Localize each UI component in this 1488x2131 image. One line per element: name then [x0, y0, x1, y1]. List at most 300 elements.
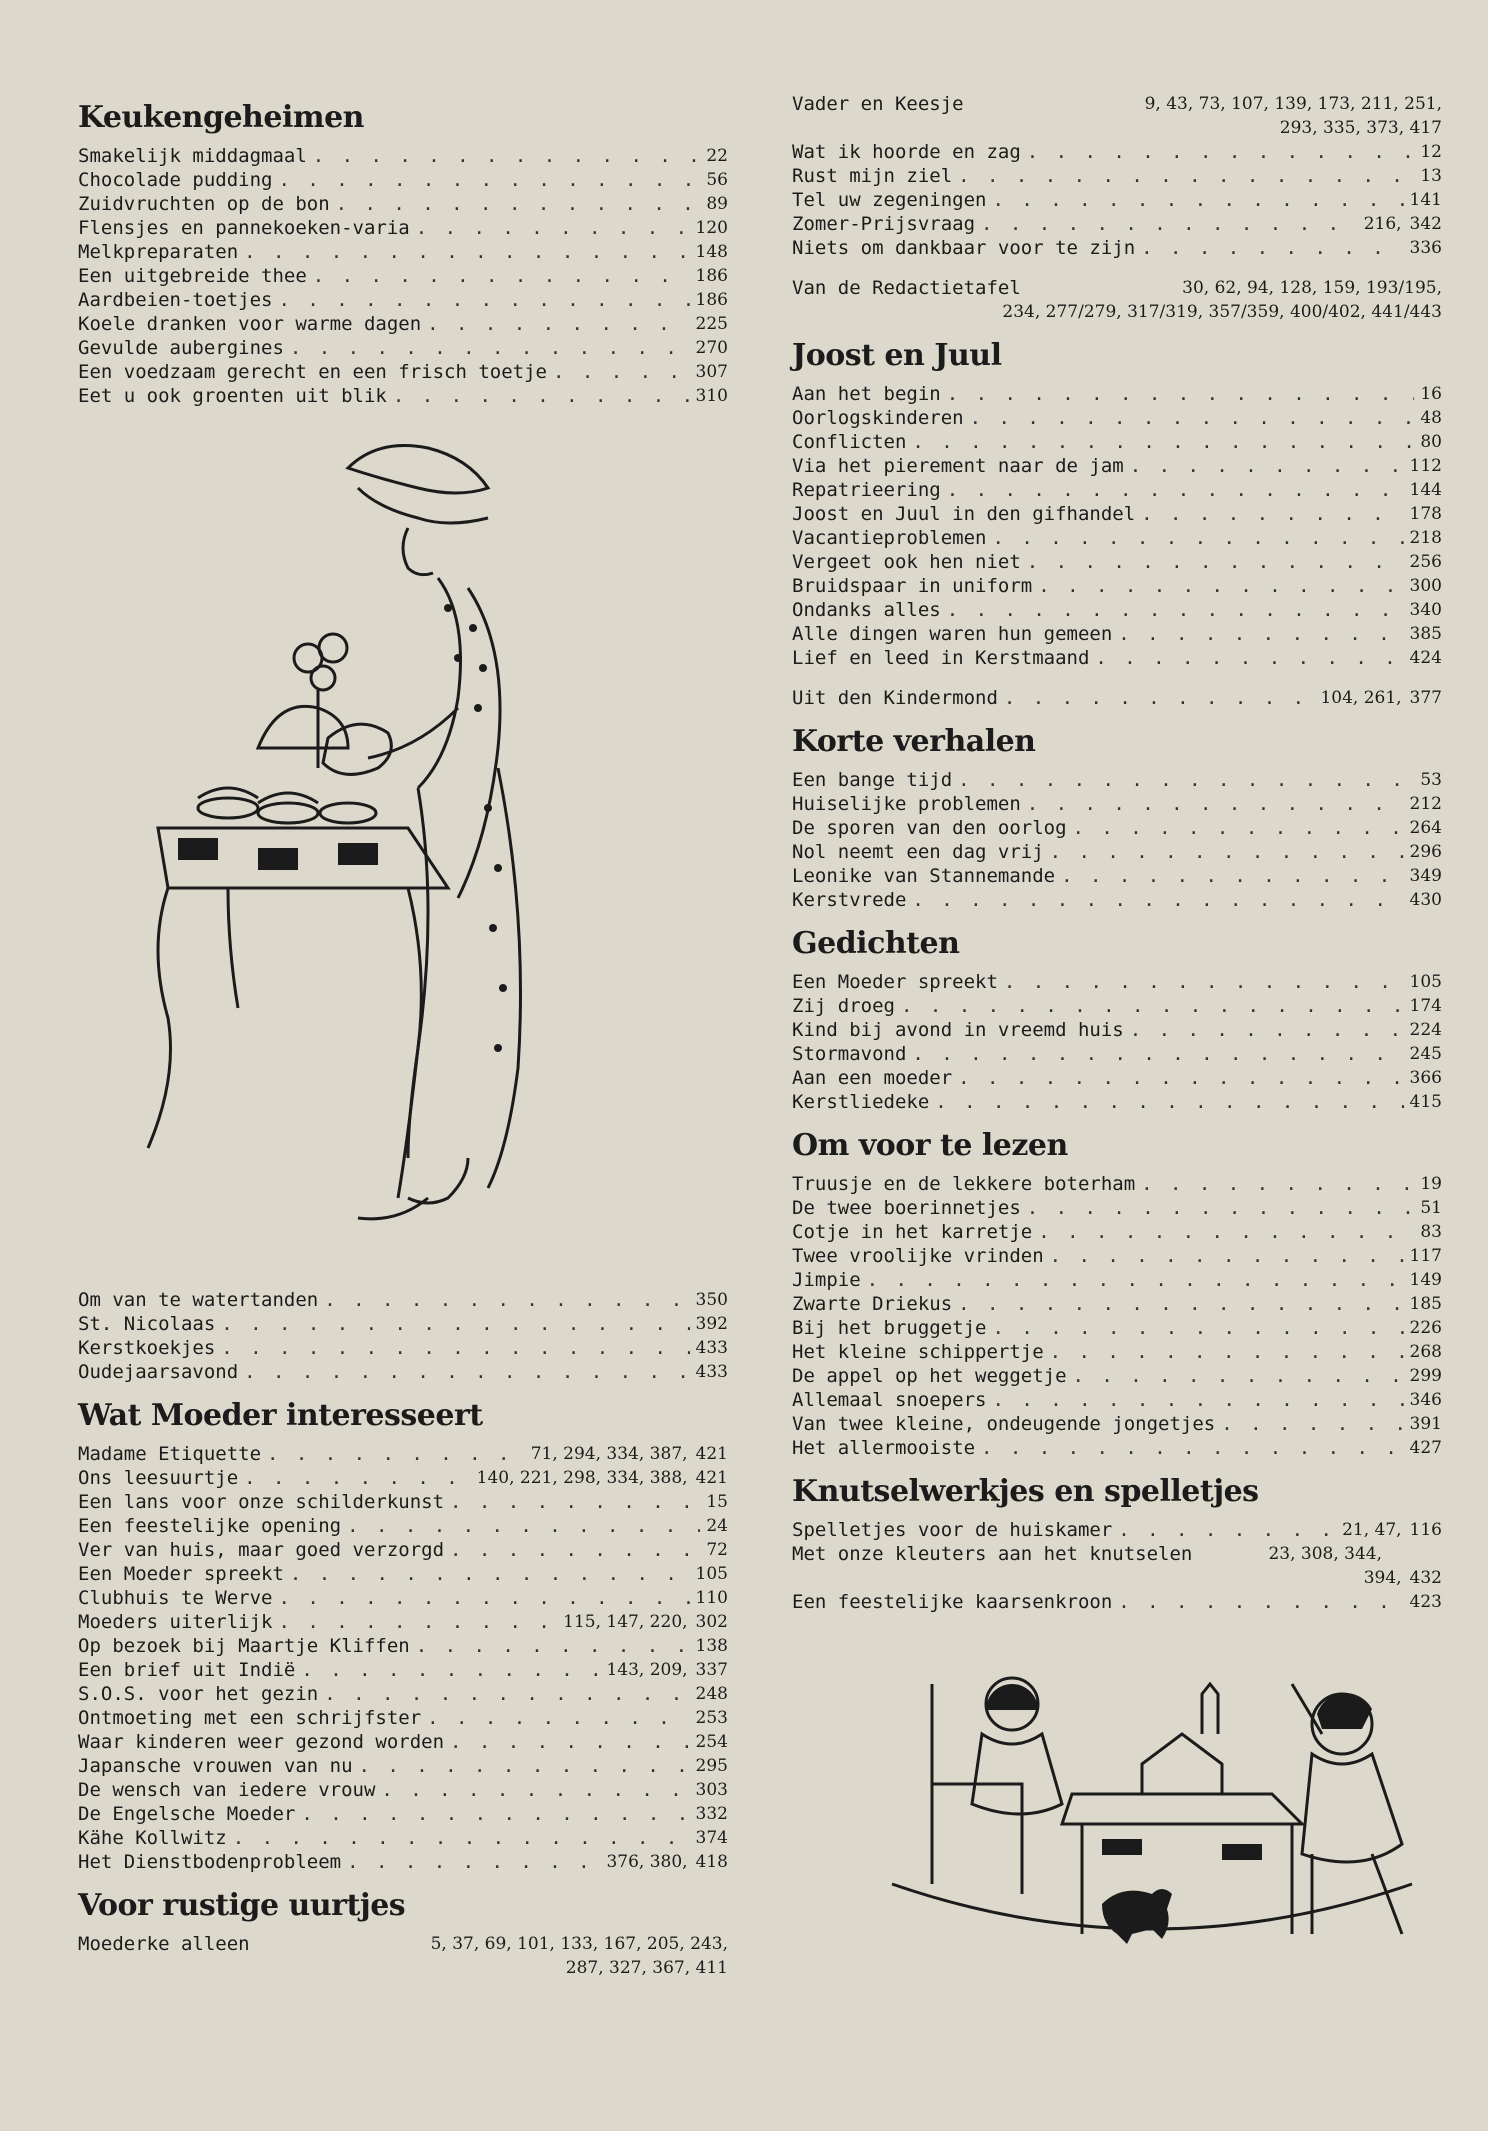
- entry-op-bezoek-bij-maartje-kliffen: [78, 1634, 728, 1658]
- entry-pages: 366: [1409, 1068, 1442, 1088]
- entry-title: Ondanks alles: [792, 599, 941, 621]
- entry-pages: 268: [1409, 1342, 1442, 1362]
- entry-title: Kähe Kollwitz: [78, 1827, 227, 1849]
- entry-title: Jimpie: [792, 1269, 861, 1291]
- leader-dots: [1221, 1412, 1403, 1436]
- entry-title: Koele dranken voor warme dagen: [78, 313, 422, 335]
- entry-title: Kerstkoekjes: [78, 1337, 216, 1359]
- entry-ontmoeting-met-een-schrijfster: [78, 1706, 728, 1730]
- leader-dots: [958, 1066, 1403, 1090]
- leader-dots: [301, 1802, 689, 1826]
- entry-repatrieering: [792, 478, 1442, 502]
- entry-via-het-pierement-naar-de-jam: [792, 454, 1442, 478]
- list-gedichten: [792, 970, 1442, 1114]
- leader-dots: [233, 1826, 690, 1850]
- list-misc: [792, 140, 1442, 260]
- entry-spelletjes-voor-de-huiskamer: [792, 1518, 1442, 1542]
- entry-pages: 374: [695, 1828, 728, 1848]
- entry-title: Vergeet ook hen niet: [792, 551, 1021, 573]
- spacer: [792, 260, 1442, 276]
- entry-clubhuis-te-werve: [78, 1586, 728, 1610]
- entry-de-engelsche-moeder: [78, 1802, 728, 1826]
- leader-dots: [1061, 864, 1403, 888]
- entry-last-page: 377: [1409, 688, 1442, 708]
- entry-title: Truusje en de lekkere boterham: [792, 1173, 1136, 1195]
- entry-pages: 71, 294, 334, 387,: [530, 1444, 688, 1464]
- entry-tel-uw-zegeningen: [792, 188, 1442, 212]
- leader-dots: [244, 1360, 689, 1384]
- leader-dots: [1027, 140, 1415, 164]
- entry-title: Conflicten: [792, 431, 907, 453]
- entry-title: Een Moeder spreekt: [78, 1563, 284, 1585]
- entry-een-moeder-spreekt: [792, 970, 1442, 994]
- leader-dots: [381, 1778, 689, 1802]
- entry-title: S.O.S. voor het gezin: [78, 1683, 319, 1705]
- tea-table-illustration: [78, 408, 728, 1288]
- leader-dots: [1130, 1018, 1404, 1042]
- entry-pages: 56: [706, 170, 728, 190]
- entry-pages: 295: [695, 1756, 728, 1776]
- entry-title: Cotje in het karretje: [792, 1221, 1033, 1243]
- entry-pages: 115, 147, 220,: [563, 1612, 688, 1632]
- entry-kind-bij-avond-in-vreemd-huis: [792, 1018, 1442, 1042]
- leader-dots: [1118, 622, 1403, 646]
- leader-dots: [1004, 970, 1404, 994]
- entry-title: Zij droeg: [792, 995, 895, 1017]
- leader-dots: [947, 478, 1404, 502]
- entry-joost-en-juul-in-den-gifhandel: [792, 502, 1442, 526]
- entry-title: Alle dingen waren hun gemeen: [792, 623, 1113, 645]
- entry-met-onze-kleuters: [792, 1542, 1442, 1566]
- children-playing-illustration: [872, 1644, 1432, 1964]
- entry-pages: 427: [1409, 1438, 1442, 1458]
- leader-dots: [867, 1268, 1404, 1292]
- leader-dots: [1027, 550, 1404, 574]
- leader-dots: [912, 888, 1403, 912]
- entry-van-de-redactietafel: [792, 276, 1442, 300]
- entry-waar-kinderen-weer-gezond-worden: [78, 1730, 728, 1754]
- entry-title: Tel uw zegeningen: [792, 189, 987, 211]
- entry-pages: 307: [695, 362, 728, 382]
- leader-dots: [359, 1754, 690, 1778]
- entry-pages: 89: [706, 194, 728, 214]
- entry-gevulde-aubergines: [78, 336, 728, 360]
- entry-pages: 110: [695, 1588, 728, 1608]
- entry-title: Een Moeder spreekt: [792, 971, 998, 993]
- entry-title: Oudejaarsavond: [78, 1361, 239, 1383]
- entry-title: Aardbeien-toetjes: [78, 289, 273, 311]
- leader-dots: [290, 336, 690, 360]
- leader-dots: [1095, 646, 1403, 670]
- entry-stormavond: [792, 1042, 1442, 1066]
- entry-pages: 385: [1409, 624, 1442, 644]
- entry-de-appel-op-het-weggetje: [792, 1364, 1442, 1388]
- entry-pages: 216,: [1363, 214, 1402, 234]
- entry-pages: 12: [1420, 142, 1442, 162]
- entry-moeders-uiterlijk: [78, 1610, 728, 1634]
- entry-pages: 48: [1420, 408, 1442, 428]
- section-heading-om-voor-te-lezen: Om voor te lezen: [792, 1128, 1068, 1163]
- entry-title: Moeders uiterlijk: [78, 1611, 273, 1633]
- entry-aan-het-begin: [792, 382, 1442, 406]
- entry-title: Vader en Keesje: [792, 93, 964, 115]
- entry-pages: 186: [695, 290, 728, 310]
- leader-dots: [278, 168, 700, 192]
- leader-dots: [221, 1336, 689, 1360]
- entry-last-page: 418: [695, 1852, 728, 1872]
- entry-title: Kerstliedeke: [792, 1091, 930, 1113]
- entry-pages: 23, 308, 344,: [1268, 1544, 1382, 1564]
- entry-pages: 349: [1409, 866, 1442, 886]
- entry-title: Kind bij avond in vreemd huis: [792, 1019, 1124, 1041]
- entry-ver-van-huis-maar-goed-verzorgd: [78, 1538, 728, 1562]
- entry-wat-ik-hoorde-en-zag: [792, 140, 1442, 164]
- entry-pages: 218: [1409, 528, 1442, 548]
- entry-aan-een-moeder: [792, 1066, 1442, 1090]
- leader-dots: [324, 1682, 689, 1706]
- entry-last-page: 342: [1409, 214, 1442, 234]
- list-joost-en-juul: [792, 382, 1442, 670]
- entry-pages: 256: [1409, 552, 1442, 572]
- leader-dots: [1118, 1590, 1403, 1614]
- entry-het-kleine-schippertje: [792, 1340, 1442, 1364]
- list-wat-moeder-interesseert: [78, 1442, 728, 1874]
- entry-pages: 174: [1409, 996, 1442, 1016]
- entry-moederke-alleen: [78, 1932, 728, 1956]
- leader-dots: [347, 1850, 600, 1874]
- entry-pages: 104, 261,: [1320, 688, 1402, 708]
- entry-st-nicolaas: [78, 1312, 728, 1336]
- leader-dots: [1004, 686, 1315, 710]
- leader-dots: [313, 144, 701, 168]
- entry-vader-en-keesje: [792, 92, 1442, 116]
- leader-dots: [278, 288, 689, 312]
- entry-pages: 83: [1420, 1222, 1442, 1242]
- section-heading-joost-en-juul: Joost en Juul: [792, 338, 1002, 373]
- spacer: [792, 670, 1442, 686]
- section-heading-korte-verhalen: Korte verhalen: [792, 724, 1036, 759]
- entry-title: Spelletjes voor de huiskamer: [792, 1519, 1113, 1541]
- leader-dots: [393, 384, 690, 408]
- entry-pages-continued: 394,: [1363, 1568, 1402, 1588]
- entry-title: Eet u ook groenten uit blik: [78, 385, 387, 407]
- entry-title: De appel op het weggetje: [792, 1365, 1067, 1387]
- entry-melkpreparaten: [78, 240, 728, 264]
- leader-dots: [1027, 792, 1404, 816]
- entry-title: Een bange tijd: [792, 769, 953, 791]
- leader-dots: [947, 382, 1415, 406]
- entry-zuidvruchten-op-de-bon: [78, 192, 728, 216]
- entry-pages: 254: [695, 1732, 728, 1752]
- entry-huiselijke-problemen: [792, 792, 1442, 816]
- leader-dots: [450, 1730, 690, 1754]
- entry-pages: 225: [695, 314, 728, 334]
- entry-de-wensch-van-iedere-vrouw: [78, 1778, 728, 1802]
- entry-title: Allemaal snoepers: [792, 1389, 987, 1411]
- entry-kerstliedeke: [792, 1090, 1442, 1114]
- leader-dots: [970, 406, 1415, 430]
- entry-truusje-en-de-lekkere-boterham: [792, 1172, 1442, 1196]
- entry-title: Om van te watertanden: [78, 1289, 319, 1311]
- entry-flensjes-en-pannekoeken-varia: [78, 216, 728, 240]
- leader-dots: [1141, 1172, 1414, 1196]
- entry-title: Repatrieering: [792, 479, 941, 501]
- entry-pages: 430: [1409, 890, 1442, 910]
- entry-pages: 376, 380,: [606, 1852, 688, 1872]
- entry-title: Wat ik hoorde en zag: [792, 141, 1021, 163]
- entry-rust-mijn-ziel: [792, 164, 1442, 188]
- entry-s-o-s-voor-het-gezin: [78, 1682, 728, 1706]
- entry-title: Zwarte Driekus: [792, 1293, 953, 1315]
- entry-title: Nol neemt een dag vrij: [792, 841, 1044, 863]
- entry-pages: 186: [695, 266, 728, 286]
- entry-pages: 303: [695, 1780, 728, 1800]
- entry-title: Bruidspaar in uniform: [792, 575, 1033, 597]
- entry-title: Leonike van Stannemande: [792, 865, 1056, 887]
- entry-title: Melkpreparaten: [78, 241, 239, 263]
- entry-pages: 433: [695, 1362, 728, 1382]
- entry-pages: 392: [695, 1314, 728, 1334]
- entry-pages: 424: [1409, 648, 1442, 668]
- entry-jimpie: [792, 1268, 1442, 1292]
- entry-pages: 13: [1420, 166, 1442, 186]
- entry-title: Kerstvrede: [792, 889, 907, 911]
- entry-pages: 310: [695, 386, 728, 406]
- entry-pages: 143, 209,: [606, 1660, 688, 1680]
- entry-title: Waar kinderen weer gezond worden: [78, 1731, 445, 1753]
- entry-title: Gevulde aubergines: [78, 337, 284, 359]
- entry-het-dienstbodenprobleem: [78, 1850, 728, 1874]
- entry-pages: 144: [1409, 480, 1442, 500]
- leader-dots: [992, 1388, 1403, 1412]
- entry-pages: 72: [706, 1540, 728, 1560]
- entry-pages: 105: [695, 1564, 728, 1584]
- entry-conflicten: [792, 430, 1442, 454]
- entry-title: Clubhuis te Werve: [78, 1587, 273, 1609]
- leader-dots: [981, 212, 1358, 236]
- leader-dots: [992, 1316, 1403, 1340]
- entry-title: Een lans voor onze schilderkunst: [78, 1491, 445, 1513]
- leader-dots: [912, 430, 1414, 454]
- entry-pages: 264: [1409, 818, 1442, 838]
- entry-pages: 346: [1409, 1390, 1442, 1410]
- entry-pages: 185: [1409, 1294, 1442, 1314]
- entry-een-uitgebreide-thee: [78, 264, 728, 288]
- leader-dots: [1073, 816, 1404, 840]
- entry-title: Op bezoek bij Maartje Kliffen: [78, 1635, 410, 1657]
- entry-last-page: 432: [1409, 1568, 1442, 1588]
- entry-pages: 5, 37, 69, 101, 133, 167, 205, 243,: [430, 1934, 728, 1954]
- leader-dots: [935, 1090, 1403, 1114]
- entry-last-page: 302: [695, 1612, 728, 1632]
- leader-dots: [427, 1706, 689, 1730]
- entry-last-page: 421: [695, 1468, 728, 1488]
- entry-title: Via het pierement naar de jam: [792, 455, 1124, 477]
- list-korte-verhalen: [792, 768, 1442, 912]
- entry-title: De sporen van den oorlog: [792, 817, 1067, 839]
- entry-zomer-prijsvraag: [792, 212, 1442, 236]
- entry-leonike-van-stannemande: [792, 864, 1442, 888]
- entry-bruidspaar-in-uniform: [792, 574, 1442, 598]
- entry-title: Flensjes en pannekoeken-varia: [78, 217, 410, 239]
- entry-chocolade-pudding: [78, 168, 728, 192]
- entry-title: Oorlogskinderen: [792, 407, 964, 429]
- leader-dots: [1073, 1364, 1404, 1388]
- leader-dots: [1130, 454, 1404, 478]
- entry-pages: 51: [1420, 1198, 1442, 1218]
- entry-pages: 296: [1409, 842, 1442, 862]
- entry-title: Van de Redactietafel: [792, 277, 1021, 299]
- entry-pages: 415: [1409, 1092, 1442, 1112]
- entry-title: Zuidvruchten op de bon: [78, 193, 330, 215]
- entry-pages: 212: [1409, 794, 1442, 814]
- entry-pages: 138: [695, 1636, 728, 1656]
- section-heading-wat-moeder-interesseert: Wat Moeder interesseert: [78, 1398, 483, 1433]
- leader-dots: [1050, 1340, 1404, 1364]
- entry-title: Aan een moeder: [792, 1067, 953, 1089]
- entry-cotje-in-het-karretje: [792, 1220, 1442, 1244]
- entry-pages: 140, 221, 298, 334, 388,: [476, 1468, 688, 1488]
- entry-pages: 253: [695, 1708, 728, 1728]
- leader-dots: [958, 164, 1414, 188]
- entry-title: Van twee kleine, ondeugende jongetjes: [792, 1413, 1216, 1435]
- entry-title: Bij het bruggetje: [792, 1317, 987, 1339]
- entry-title: Stormavond: [792, 1043, 907, 1065]
- entry-pages: 350: [695, 1290, 728, 1310]
- entry-aardbeien-toetjes: [78, 288, 728, 312]
- entry-title: Het allermooiste: [792, 1437, 976, 1459]
- entry-pages: 141: [1409, 190, 1442, 210]
- left-column: [78, 86, 728, 1980]
- section-heading-knutselwerkjes: Knutselwerkjes en spelletjes: [792, 1474, 1259, 1509]
- entry-niets-om-dankbaar-voor-te-zijn: [792, 236, 1442, 260]
- entry-title: Ver van huis, maar goed verzorgd: [78, 1539, 445, 1561]
- leader-dots: [301, 1658, 600, 1682]
- entry-title: Aan het begin: [792, 383, 941, 405]
- entry-title: Rust mijn ziel: [792, 165, 953, 187]
- leader-dots: [1141, 236, 1403, 260]
- entry-pages: 30, 62, 94, 128, 159, 193/195,: [1182, 278, 1442, 298]
- leader-dots: [416, 216, 690, 240]
- list-keukengeheimen: [78, 144, 728, 408]
- entry-ons-leesuurtje: [78, 1466, 728, 1490]
- leader-dots: [1027, 1196, 1415, 1220]
- entry-bij-het-bruggetje: [792, 1316, 1442, 1340]
- leader-dots: [450, 1538, 700, 1562]
- entry-pages: 336: [1409, 238, 1442, 258]
- leader-dots: [313, 264, 690, 288]
- leader-dots: [947, 598, 1404, 622]
- entry-last-page: 337: [695, 1660, 728, 1680]
- entry-zwarte-driekus: [792, 1292, 1442, 1316]
- entry-pages: 117: [1409, 1246, 1442, 1266]
- entry-pages: 423: [1409, 1592, 1442, 1612]
- entry-een-brief-uit-indie: [78, 1658, 728, 1682]
- entry-pages-continued: 287, 327, 367, 411: [565, 1958, 728, 1978]
- leader-dots: [901, 994, 1404, 1018]
- entry-een-bange-tijd: [792, 768, 1442, 792]
- entry-pages: 270: [695, 338, 728, 358]
- leader-dots: [427, 312, 689, 336]
- entry-title: Met onze kleuters aan het knutselen: [792, 1543, 1193, 1565]
- entry-title: Japansche vrouwen van nu: [78, 1755, 353, 1777]
- entry-title: Een voedzaam gerecht en een frisch toetje: [78, 361, 547, 383]
- entry-pages: 245: [1409, 1044, 1442, 1064]
- leader-dots: [1141, 502, 1403, 526]
- entry-het-allermooiste: [792, 1436, 1442, 1460]
- leader-dots: [1050, 1244, 1404, 1268]
- leader-dots: [244, 240, 689, 264]
- entry-pages: 16: [1420, 384, 1442, 404]
- entry-title: De twee boerinnetjes: [792, 1197, 1021, 1219]
- leader-dots: [553, 360, 690, 384]
- entry-title: Joost en Juul in den gifhandel: [792, 503, 1136, 525]
- entry-pages: 19: [1420, 1174, 1442, 1194]
- leader-dots: [1118, 1518, 1336, 1542]
- entry-twee-vroolijke-vrinden: [792, 1244, 1442, 1268]
- entry-title: Chocolade pudding: [78, 169, 273, 191]
- entry-met-onze-kleuters-continued: [792, 1566, 1442, 1590]
- leader-dots: [981, 1436, 1404, 1460]
- entry-eet-u-ook-groenten-uit-blik: [78, 384, 728, 408]
- entry-allemaal-snoepers: [792, 1388, 1442, 1412]
- entry-japansche-vrouwen-van-nu: [78, 1754, 728, 1778]
- entry-pages: 226: [1409, 1318, 1442, 1338]
- entry-pages: 112: [1409, 456, 1442, 476]
- entry-pages: 9, 43, 73, 107, 139, 173, 211, 251,: [1144, 94, 1442, 114]
- entry-title: Vacantieproblemen: [792, 527, 987, 549]
- leader-dots: [958, 1292, 1403, 1316]
- list-keukengeheimen-vervolg: [78, 1288, 728, 1384]
- entry-pages: 178: [1409, 504, 1442, 524]
- leader-dots: [958, 768, 1414, 792]
- entry-uit-den-kindermond: [792, 686, 1442, 710]
- right-column: [792, 92, 1442, 1964]
- leader-dots: [992, 526, 1403, 550]
- leader-dots: [1038, 1220, 1414, 1244]
- entry-title: Uit den Kindermond: [792, 687, 998, 709]
- entry-de-sporen-van-den-oorlog: [792, 816, 1442, 840]
- entry-title: De wensch van iedere vrouw: [78, 1779, 376, 1801]
- leader-dots: [244, 1466, 471, 1490]
- entry-de-twee-boerinnetjes: [792, 1196, 1442, 1220]
- entry-pages: 224: [1409, 1020, 1442, 1040]
- entry-pages: 21, 47,: [1342, 1520, 1402, 1540]
- entry-title: Een feestelijke opening: [78, 1515, 342, 1537]
- entry-een-lans-voor-onze-schilderkunst: [78, 1490, 728, 1514]
- entry-alle-dingen-waren-hun-gemeen: [792, 622, 1442, 646]
- entry-kerstvrede: [792, 888, 1442, 912]
- entry-vergeet-ook-hen-niet: [792, 550, 1442, 574]
- entry-title: Huiselijke problemen: [792, 793, 1021, 815]
- entry-smakelijk-middagmaal: [78, 144, 728, 168]
- entry-ondanks-alles: [792, 598, 1442, 622]
- entry-title: Smakelijk middagmaal: [78, 145, 307, 167]
- entry-een-feestelijke-kaarsenkroon: [792, 1590, 1442, 1614]
- leader-dots: [347, 1514, 700, 1538]
- entry-pages: 299: [1409, 1366, 1442, 1386]
- entry-oorlogskinderen: [792, 406, 1442, 430]
- entry-last-page: 116: [1409, 1520, 1442, 1540]
- entry-pages: 22: [706, 146, 728, 166]
- entry-pages: 53: [1420, 770, 1442, 790]
- entry-van-twee-kleine-ondeugende-jongetjes: [792, 1412, 1442, 1436]
- leader-dots: [1038, 574, 1403, 598]
- list-om-voor-te-lezen: [792, 1172, 1442, 1460]
- entry-pages: 120: [695, 218, 728, 238]
- entry-pages: 433: [695, 1338, 728, 1358]
- entry-pages: 15: [706, 1492, 728, 1512]
